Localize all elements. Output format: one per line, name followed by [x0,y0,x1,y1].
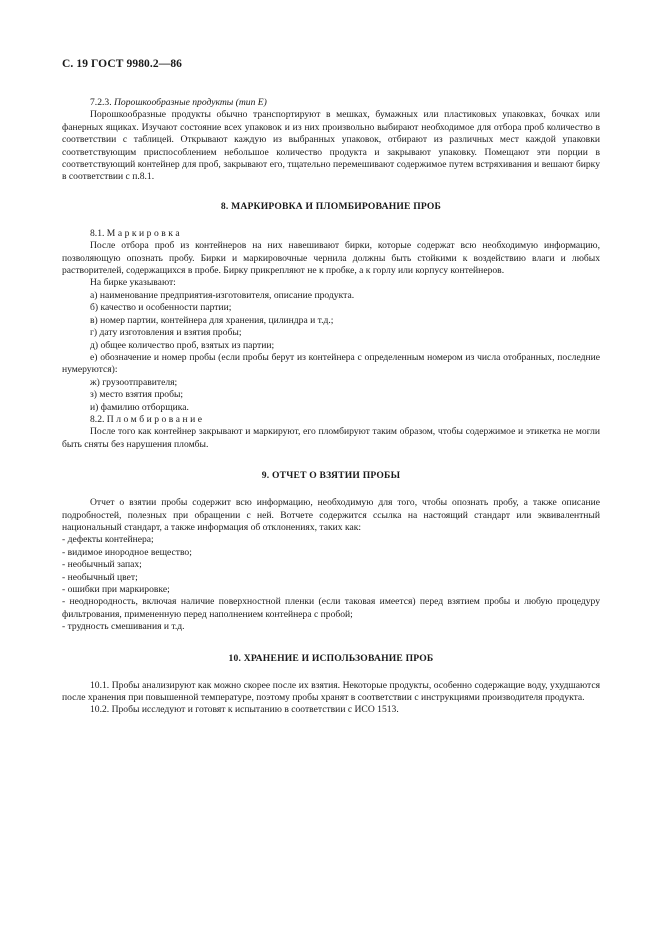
clause-title: Порошкообразные продукты (тип Е) [114,97,267,108]
clause-number: 8.2. [90,413,105,425]
section-8-heading: 8. МАРКИРОВКА И ПЛОМБИРОВАНИЕ ПРОБ [220,200,442,212]
list-item: в) номер партии, контейнера для хранения, цилиндра и т.д.; [90,314,334,326]
clause-10-1: 10.1. Пробы анализируют как можно скорее после их взятия. Некоторые продукты, особенно содержащие воду, ухудшаются после хранения при повышенной температуре, поэтому пробы хранят в соответствии с инструкциями производителя продукта. [62,679,600,704]
label-items-list [62,290,600,414]
list-item: - ошибки при маркировке; [62,584,170,595]
list-item: а) наименование предприятия-изготовителя, описание продукта. [90,289,355,301]
deviation-list [62,534,600,633]
clause-title: Пломбирование [106,413,205,425]
clause-title: Маркировка [106,227,183,239]
section-9-heading: 9. ОТЧЕТ О ВЗЯТИИ ПРОБЫ [261,470,401,482]
list-item: з) место взятия пробы; [90,389,184,401]
clause-number: 7.2.3. [90,97,112,108]
clause-8-2-body: После того как контейнер закрывают и маркируют, его пломбируют таким образом, чтобы содержимое и этикетка не могли быть сняты без нарушения пломбы. [62,426,600,450]
document-page [62,58,600,717]
page-header: С. 19 ГОСТ 9980.2—86 [62,58,183,70]
clause-number: 8.1. [90,227,105,239]
list-item: д) общее количество проб, взятых из партии; [90,339,275,351]
clause-7-2-3-body: Порошкообразные продукты обычно транспортируют в мешках, бумажных или пластиковых упаковках, бочках или фанерных ящиках. Изучают состояние всех упаковок и из них произвольно выбирают необходимое для отбора проб количество в соответствии с таблицей. Открывают каждую из выбранных упаковок, отбирают из различных мест каждой упаковки соответствующим приспособлением небольшое количество продукта и закрывают упаковку. Помещают эти порции в соответствующий контейнер для проб, закрывают его, тщательно перемешивают содержимое путем встряхивания и вешают бирку в соответствии с п.8.1. [62,109,600,183]
clause-8-2-title [62,414,600,426]
list-intro: На бирке указывают: [90,277,176,289]
list-item: - необычный цвет; [62,571,138,583]
list-item: - трудность смешивания и т.д. [62,621,185,633]
clause-10-2: 10.2. Пробы исследуют и готовят к испытанию в соответствии с ИСО 1513. [90,704,399,716]
list-item: е) обозначение и номер пробы (если пробы берут из контейнера с определенным номером из числа отобранных, последние нумеруются): [62,351,600,376]
list-item: - дефекты контейнера; [62,534,154,546]
clause-8-1-body: После отбора проб из контейнеров на них навешивают бирки, которые содержат всю необходимую информацию, позволяющую опознать пробу. Бирки и маркировочные чернила должны быть стойкими к воздействию влаги и любых растворителей, содержащихся в пробе. Бирку прикрепляют не к пробке, а к горлу или корпусу контейнеров. [62,240,600,277]
section-10-heading: 10. ХРАНЕНИЕ И ИСПОЛЬЗОВАНИЕ ПРОБ [228,652,434,664]
list-item: б) качество и особенности партии; [90,302,232,314]
clause-8-1-title [62,228,600,240]
clause-7-2-3-title [62,97,600,109]
section-9-body: Отчет о взятии пробы содержит всю информацию, необходимую для того, чтобы опознать пробу, а также описание подробностей, полезных при обращении с ней. Вотчете содержится ссылка на настоящий стандарт или эквивалентный национальный стандарт, а также информация об отклонениях, таких как: [62,497,600,533]
list-item: г) дату изготовления и взятия пробы; [90,327,242,339]
list-item: ж) грузоотправителя; [90,376,178,388]
list-item: и) фамилию отборщика. [90,401,189,413]
list-item: - необычный запах; [62,559,142,571]
list-item: - неоднородность, включая наличие поверхностной пленки (если таковая имеется) перед взятием пробы и любую процедуру фильтрования, примененную перед наполнением контейнера с пробой; [62,596,600,620]
list-item: - видимое инородное вещество; [62,546,192,558]
